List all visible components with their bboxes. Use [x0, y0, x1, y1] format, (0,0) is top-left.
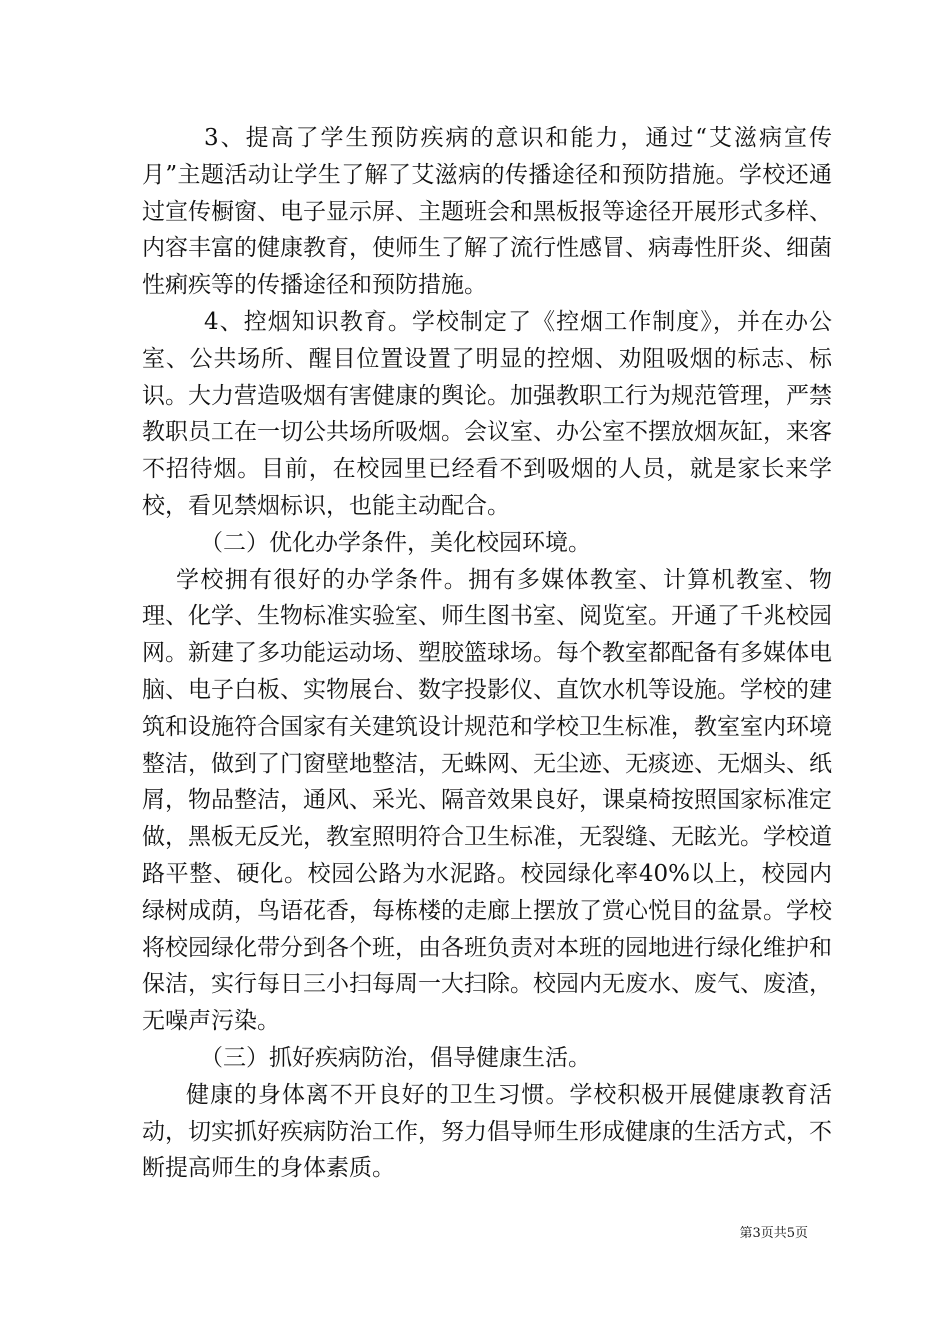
paragraph-school-conditions: 学校拥有很好的办学条件。拥有多媒体教室、计算机教室、物理、化学、生物标准实验室、师生图书室、阅览室。开通了千兆校园网。新建了多功能运动场、塑胶篮球场。每个教室都配备有多媒体电脑、电子白板、实物展台、数字投影仪、直饮水机等设施。学校的建筑和设施符合国家有关建筑设计规范和学校卫生标准，教室室内环境整洁，做到了门窗壁地整洁，无蛛网、无尘迹、无痰迹、无烟头、纸屑，物品整洁，通风、采光、隔音效果良好，课桌椅按照国家标准定做，黑板无反光，教室照明符合卫生标准，无裂缝、无眩光。学校道路平整、硬化。校园公路为水泥路。校园绿化率40%以上，校园内绿树成荫，鸟语花香，每栋楼的走廊上摆放了赏心悦目的盆景。学校将校园绿化带分到各个班，由各班负责对本班的园地进行绿化维护和保洁，实行每日三小扫每周一大扫除。校园内无废水、废气、废渣，无噪声污染。	[142, 566, 832, 1035]
page-number-footer: 第3页共5页	[739, 1226, 808, 1241]
paragraph-healthy-habits: 健康的身体离不开良好的卫生习惯。学校积极开展健康教育活动，切实抓好疾病防治工作，努力倡导师生形成健康的生活方式，不断提高师生的身体素质。	[142, 1081, 832, 1182]
paragraph-hiv-prevention: 3、提高了学生预防疾病的意识和能力，通过“艾滋病宣传月”主题活动让学生了解了艾滋病的传播途径和预防措施。学校还通过宣传橱窗、电子显示屏、主题班会和黑板报等途径开展形式多样、内容丰富的健康教育，使师生了解了流行性感冒、病毒性肝炎、细菌性痢疾等的传播途径和预防措施。	[142, 125, 832, 299]
document-body	[142, 120, 832, 1187]
section-heading-3: （三）抓好疾病防治，倡导健康生活。	[200, 1044, 591, 1071]
paragraph-tobacco-control: 4、控烟知识教育。学校制定了《控烟工作制度》，并在办公室、公共场所、醒目位置设置了明显的控烟、劝阻吸烟的标志、标识。大力营造吸烟有害健康的舆论。加强教职工行为规范管理，严禁教职员工在一切公共场所吸烟。会议室、办公室不摆放烟灰缸，来客不招待烟。目前，在校园里已经看不到吸烟的人员，就是家长来学校，看见禁烟标识，也能主动配合。	[142, 308, 832, 519]
section-heading-2: （二）优化办学条件，美化校园环境。	[200, 529, 591, 556]
